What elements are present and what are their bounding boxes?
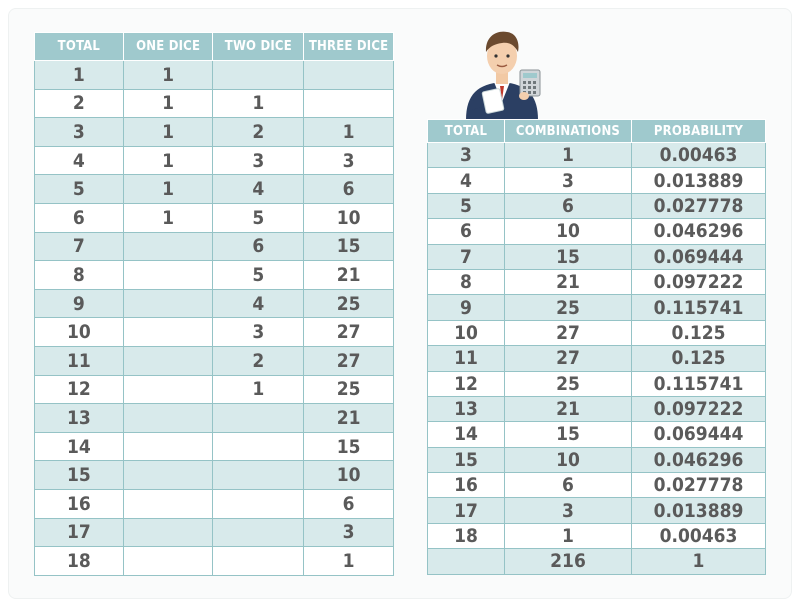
table-cell: 17 bbox=[35, 518, 124, 547]
table-cell: 2 bbox=[35, 89, 124, 118]
table-cell bbox=[213, 461, 304, 490]
table-cell bbox=[213, 489, 304, 518]
table-row bbox=[35, 346, 394, 375]
table-cell: 1 bbox=[505, 143, 632, 168]
table-cell: 0.097222 bbox=[632, 269, 766, 294]
table-cell: 4 bbox=[213, 289, 304, 318]
table-cell: 0.115741 bbox=[632, 295, 766, 320]
table-cell: 3 bbox=[213, 146, 304, 175]
table-cell: 1 bbox=[304, 118, 394, 147]
table-row bbox=[428, 473, 766, 498]
column-header-three-dice: THREE DICE bbox=[304, 33, 394, 61]
table-cell: 0.013889 bbox=[632, 168, 766, 193]
table-cell: 4 bbox=[428, 168, 505, 193]
table-cell bbox=[123, 375, 213, 404]
table-cell: 4 bbox=[35, 146, 124, 175]
table-cell: 25 bbox=[505, 371, 632, 396]
table-row bbox=[428, 523, 766, 548]
table-header-row bbox=[428, 120, 766, 143]
table-cell bbox=[213, 518, 304, 547]
table-row bbox=[428, 371, 766, 396]
table-cell: 0.125 bbox=[632, 346, 766, 371]
table-cell: 25 bbox=[505, 295, 632, 320]
table-row bbox=[35, 318, 394, 347]
table-cell: 2 bbox=[213, 346, 304, 375]
table-row bbox=[35, 404, 394, 433]
table-row bbox=[35, 61, 394, 90]
table-cell: 9 bbox=[35, 289, 124, 318]
table-cell: 21 bbox=[304, 404, 394, 433]
table-row bbox=[35, 89, 394, 118]
table-cell: 21 bbox=[304, 261, 394, 290]
table-cell: 1 bbox=[123, 175, 213, 204]
table-cell: 25 bbox=[304, 375, 394, 404]
table-row bbox=[35, 261, 394, 290]
table-row bbox=[428, 396, 766, 421]
table-cell: 1 bbox=[304, 547, 394, 576]
table-footer-row bbox=[428, 549, 766, 574]
table-row bbox=[35, 489, 394, 518]
table-cell: 3 bbox=[35, 118, 124, 147]
table-cell: 27 bbox=[304, 318, 394, 347]
table-cell bbox=[123, 346, 213, 375]
table-row bbox=[35, 175, 394, 204]
table-row bbox=[35, 432, 394, 461]
footer-total-cell bbox=[428, 549, 505, 574]
table-cell: 15 bbox=[505, 244, 632, 269]
table-cell: 3 bbox=[304, 146, 394, 175]
table-cell: 1 bbox=[123, 118, 213, 147]
column-header-two-dice: TWO DICE bbox=[213, 33, 304, 61]
table-cell: 27 bbox=[505, 346, 632, 371]
calculator-man-icon bbox=[452, 24, 552, 120]
column-header-one-dice: ONE DICE bbox=[123, 33, 213, 61]
table-cell: 2 bbox=[213, 118, 304, 147]
table-cell: 5 bbox=[213, 261, 304, 290]
table-cell: 0.046296 bbox=[632, 219, 766, 244]
table-cell bbox=[213, 432, 304, 461]
table-cell bbox=[123, 489, 213, 518]
table-cell bbox=[213, 61, 304, 90]
table-cell: 1 bbox=[123, 203, 213, 232]
table-cell: 5 bbox=[428, 193, 505, 218]
table-cell: 5 bbox=[213, 203, 304, 232]
table-cell: 10 bbox=[428, 320, 505, 345]
table-cell: 25 bbox=[304, 289, 394, 318]
table-cell: 10 bbox=[304, 203, 394, 232]
table-cell: 0.013889 bbox=[632, 498, 766, 523]
table-cell: 3 bbox=[213, 318, 304, 347]
table-cell bbox=[123, 432, 213, 461]
table-row bbox=[35, 289, 394, 318]
table-cell: 1 bbox=[505, 523, 632, 548]
table-cell: 12 bbox=[428, 371, 505, 396]
table-cell: 15 bbox=[428, 447, 505, 472]
footer-probability-sum: 1 bbox=[632, 549, 766, 574]
table-cell bbox=[123, 318, 213, 347]
table-row bbox=[428, 498, 766, 523]
table-cell: 18 bbox=[35, 547, 124, 576]
table-cell: 0.00463 bbox=[632, 523, 766, 548]
table-cell: 0.069444 bbox=[632, 422, 766, 447]
table-cell bbox=[213, 547, 304, 576]
table-cell: 27 bbox=[304, 346, 394, 375]
table-cell: 17 bbox=[428, 498, 505, 523]
column-header-total: TOTAL bbox=[428, 120, 505, 143]
table-cell: 6 bbox=[428, 219, 505, 244]
column-header-combinations: COMBINATIONS bbox=[505, 120, 632, 143]
table-cell bbox=[123, 232, 213, 261]
table-cell: 1 bbox=[35, 61, 124, 90]
table-cell: 0.069444 bbox=[632, 244, 766, 269]
table-row bbox=[428, 143, 766, 168]
table-row bbox=[35, 118, 394, 147]
table-cell: 6 bbox=[213, 232, 304, 261]
table-row bbox=[428, 346, 766, 371]
table-cell bbox=[123, 289, 213, 318]
table-cell: 5 bbox=[35, 175, 124, 204]
table-cell bbox=[123, 518, 213, 547]
table-cell: 18 bbox=[428, 523, 505, 548]
table-row bbox=[35, 461, 394, 490]
table-row bbox=[35, 203, 394, 232]
table-row bbox=[428, 219, 766, 244]
table-cell: 6 bbox=[304, 489, 394, 518]
table-cell: 11 bbox=[428, 346, 505, 371]
table-cell: 8 bbox=[428, 269, 505, 294]
table-cell: 21 bbox=[505, 269, 632, 294]
table-cell: 8 bbox=[35, 261, 124, 290]
table-cell: 1 bbox=[213, 375, 304, 404]
table-row bbox=[35, 547, 394, 576]
table-cell: 1 bbox=[123, 89, 213, 118]
table-cell: 15 bbox=[505, 422, 632, 447]
table-cell bbox=[304, 89, 394, 118]
table-row bbox=[428, 295, 766, 320]
table-header-row bbox=[35, 33, 394, 61]
footer-combinations-sum: 216 bbox=[505, 549, 632, 574]
table-cell: 0.125 bbox=[632, 320, 766, 345]
table-cell: 6 bbox=[304, 175, 394, 204]
table-cell: 10 bbox=[505, 447, 632, 472]
table-row bbox=[428, 320, 766, 345]
table-cell: 14 bbox=[35, 432, 124, 461]
table-cell bbox=[304, 61, 394, 90]
table-cell: 16 bbox=[35, 489, 124, 518]
table-cell: 4 bbox=[213, 175, 304, 204]
table-cell: 6 bbox=[505, 193, 632, 218]
table-cell bbox=[123, 261, 213, 290]
table-cell: 9 bbox=[428, 295, 505, 320]
table-cell: 1 bbox=[123, 146, 213, 175]
table-cell: 6 bbox=[35, 203, 124, 232]
table-cell bbox=[123, 404, 213, 433]
table-cell: 3 bbox=[505, 168, 632, 193]
dice-totals-table bbox=[34, 32, 394, 576]
table-row bbox=[428, 244, 766, 269]
table-cell: 15 bbox=[304, 432, 394, 461]
table-row bbox=[35, 232, 394, 261]
column-header-probability: PROBABILITY bbox=[632, 120, 766, 143]
table-row bbox=[35, 146, 394, 175]
table-cell: 0.097222 bbox=[632, 396, 766, 421]
table-cell: 13 bbox=[35, 404, 124, 433]
table-row bbox=[428, 447, 766, 472]
table-cell: 3 bbox=[304, 518, 394, 547]
table-cell: 1 bbox=[213, 89, 304, 118]
table-cell: 13 bbox=[428, 396, 505, 421]
table-row bbox=[428, 168, 766, 193]
table-cell bbox=[123, 547, 213, 576]
table-cell: 0.115741 bbox=[632, 371, 766, 396]
table-cell: 3 bbox=[505, 498, 632, 523]
table-row bbox=[428, 269, 766, 294]
table-cell: 0.027778 bbox=[632, 193, 766, 218]
table-cell: 0.00463 bbox=[632, 143, 766, 168]
table-cell: 14 bbox=[428, 422, 505, 447]
table-cell: 0.027778 bbox=[632, 473, 766, 498]
table-row bbox=[35, 375, 394, 404]
table-cell: 7 bbox=[428, 244, 505, 269]
table-cell: 21 bbox=[505, 396, 632, 421]
table-cell: 11 bbox=[35, 346, 124, 375]
table-cell: 10 bbox=[35, 318, 124, 347]
table-cell: 10 bbox=[304, 461, 394, 490]
table-cell bbox=[123, 461, 213, 490]
table-row bbox=[428, 193, 766, 218]
table-cell: 27 bbox=[505, 320, 632, 345]
table-cell: 3 bbox=[428, 143, 505, 168]
table-cell: 15 bbox=[35, 461, 124, 490]
table-cell: 12 bbox=[35, 375, 124, 404]
table-cell: 6 bbox=[505, 473, 632, 498]
table-cell: 10 bbox=[505, 219, 632, 244]
table-cell: 7 bbox=[35, 232, 124, 261]
probability-table bbox=[427, 119, 766, 575]
table-cell bbox=[213, 404, 304, 433]
table-cell: 16 bbox=[428, 473, 505, 498]
column-header-total: TOTAL bbox=[35, 33, 124, 61]
table-cell: 15 bbox=[304, 232, 394, 261]
table-row bbox=[35, 518, 394, 547]
table-row bbox=[428, 422, 766, 447]
table-cell: 0.046296 bbox=[632, 447, 766, 472]
table-cell: 1 bbox=[123, 61, 213, 90]
